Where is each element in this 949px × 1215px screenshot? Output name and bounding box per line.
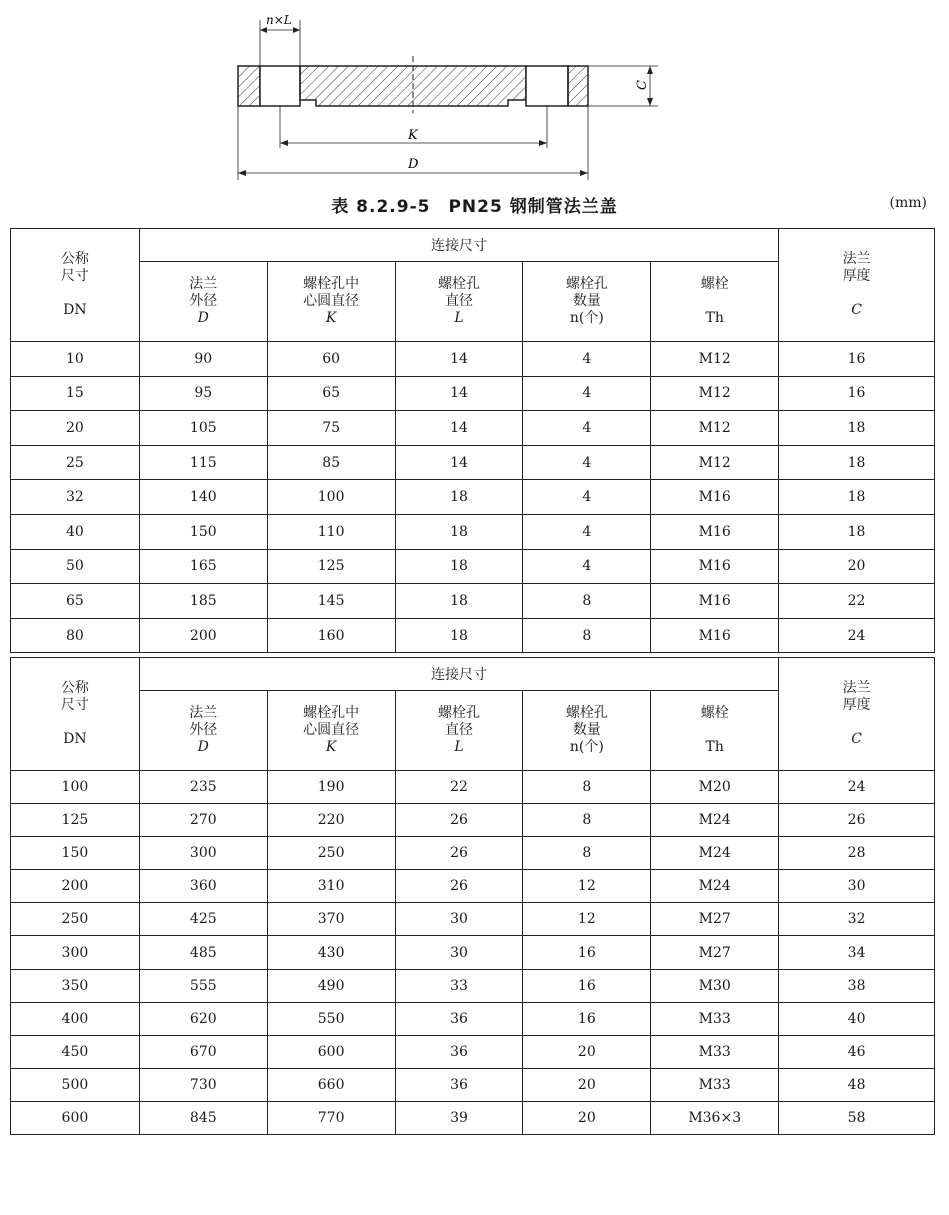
cell-l: 22 [395,771,523,804]
cell-th: M16 [651,584,779,619]
table-row [11,771,935,804]
cell-th: M16 [651,618,779,653]
header-l: 螺栓孔 直径 L [395,262,523,342]
cell-dn: 100 [11,771,140,804]
header-connection: 连接尺寸 [139,658,778,691]
cell-dn: 600 [11,1101,140,1134]
table-row [11,618,935,653]
cell-k: 100 [267,480,395,515]
table-row [11,837,935,870]
cell-l: 18 [395,549,523,584]
table-row [11,1068,935,1101]
header-k: 螺栓孔中 心圆直径 K [267,262,395,342]
table-row [11,445,935,480]
cell-dn: 50 [11,549,140,584]
cell-l: 36 [395,1068,523,1101]
header-dn: 公称 尺寸 DN [11,229,140,342]
cell-th: M33 [651,1068,779,1101]
cell-th: M30 [651,969,779,1002]
cell-th: M24 [651,804,779,837]
table-row [11,1101,935,1134]
cell-n: 8 [523,804,651,837]
table-row [11,411,935,446]
cell-k: 430 [267,936,395,969]
header-k: 螺栓孔中 心圆直径 K [267,691,395,771]
cell-c: 22 [779,584,935,619]
cell-l: 26 [395,870,523,903]
cell-th: M36×3 [651,1101,779,1134]
cell-k: 125 [267,549,395,584]
cell-n: 4 [523,376,651,411]
cell-th: M27 [651,936,779,969]
cell-c: 18 [779,411,935,446]
cell-dn: 500 [11,1068,140,1101]
cell-d: 235 [139,771,267,804]
table-row [11,903,935,936]
cell-l: 36 [395,1035,523,1068]
cell-c: 46 [779,1035,935,1068]
cell-d: 150 [139,514,267,549]
cell-c: 18 [779,480,935,515]
cell-d: 730 [139,1068,267,1101]
cell-n: 8 [523,771,651,804]
cell-k: 145 [267,584,395,619]
cell-k: 490 [267,969,395,1002]
table-row [11,584,935,619]
cell-d: 270 [139,804,267,837]
cell-k: 660 [267,1068,395,1101]
cell-th: M16 [651,514,779,549]
cell-d: 200 [139,618,267,653]
cell-d: 425 [139,903,267,936]
cell-k: 75 [267,411,395,446]
cell-d: 485 [139,936,267,969]
cell-k: 160 [267,618,395,653]
cell-l: 18 [395,584,523,619]
flange-table-2 [10,657,935,1135]
table-row [11,804,935,837]
cell-n: 8 [523,837,651,870]
cell-d: 90 [139,342,267,377]
cell-th: M12 [651,445,779,480]
cell-dn: 10 [11,342,140,377]
cell-n: 16 [523,936,651,969]
cell-k: 600 [267,1035,395,1068]
cell-dn: 40 [11,514,140,549]
table-row [11,480,935,515]
cell-dn: 200 [11,870,140,903]
cell-k: 110 [267,514,395,549]
label-c: C [635,80,650,90]
cell-n: 4 [523,480,651,515]
cell-l: 33 [395,969,523,1002]
cell-c: 26 [779,804,935,837]
header-th: 螺栓 Th [651,262,779,342]
cell-n: 8 [523,584,651,619]
cell-dn: 150 [11,837,140,870]
cell-c: 18 [779,445,935,480]
cell-l: 18 [395,514,523,549]
cell-d: 165 [139,549,267,584]
flange-right-section [568,66,588,106]
cell-c: 38 [779,969,935,1002]
table-row [11,342,935,377]
cell-n: 16 [523,969,651,1002]
cell-th: M16 [651,480,779,515]
header-d: 法兰 外径 D [139,262,267,342]
cell-l: 18 [395,618,523,653]
cell-dn: 80 [11,618,140,653]
cell-d: 185 [139,584,267,619]
cell-c: 18 [779,514,935,549]
cell-k: 60 [267,342,395,377]
table-row [11,1002,935,1035]
cell-th: M24 [651,837,779,870]
cell-n: 16 [523,1002,651,1035]
cell-c: 48 [779,1068,935,1101]
cell-d: 95 [139,376,267,411]
cell-c: 32 [779,903,935,936]
bolt-hole-left [260,66,300,106]
cell-dn: 65 [11,584,140,619]
bolt-hole-right [526,66,568,106]
cell-k: 310 [267,870,395,903]
cell-n: 20 [523,1035,651,1068]
cell-l: 14 [395,445,523,480]
cell-d: 620 [139,1002,267,1035]
cell-n: 12 [523,903,651,936]
cell-c: 24 [779,618,935,653]
table-title: 表 8.2.9-5 PN25 钢制管法兰盖 [331,197,618,217]
cell-l: 39 [395,1101,523,1134]
cell-d: 105 [139,411,267,446]
cell-k: 220 [267,804,395,837]
header-c: 法兰 厚度 C [779,658,935,771]
cell-c: 24 [779,771,935,804]
cell-n: 8 [523,618,651,653]
cell-c: 20 [779,549,935,584]
cell-d: 300 [139,837,267,870]
flange-drawing [228,8,668,188]
header-th: 螺栓 Th [651,691,779,771]
cell-dn: 15 [11,376,140,411]
cell-dn: 125 [11,804,140,837]
cell-k: 770 [267,1101,395,1134]
cell-n: 4 [523,514,651,549]
cell-n: 20 [523,1101,651,1134]
label-d: D [408,157,419,172]
header-d: 法兰 外径 D [139,691,267,771]
cell-dn: 350 [11,969,140,1002]
cell-l: 30 [395,903,523,936]
flange-table-1 [10,228,935,653]
header-c: 法兰 厚度 C [779,229,935,342]
cell-th: M12 [651,376,779,411]
cell-c: 30 [779,870,935,903]
cell-n: 4 [523,549,651,584]
unit-label: (mm) [889,195,927,211]
label-nxl: n×L [266,13,292,27]
page-bottom-blank [0,1140,949,1215]
cell-c: 58 [779,1101,935,1134]
cell-n: 4 [523,445,651,480]
cell-c: 28 [779,837,935,870]
table-row [11,969,935,1002]
cell-k: 85 [267,445,395,480]
cell-l: 14 [395,411,523,446]
header-n: 螺栓孔 数量 n(个) [523,262,651,342]
cell-dn: 32 [11,480,140,515]
cell-th: M33 [651,1035,779,1068]
table-row [11,870,935,903]
table-row [11,549,935,584]
cell-th: M12 [651,411,779,446]
cell-l: 14 [395,342,523,377]
header-dn: 公称 尺寸 DN [11,658,140,771]
cell-th: M27 [651,903,779,936]
cell-d: 670 [139,1035,267,1068]
cell-d: 140 [139,480,267,515]
table-row [11,1035,935,1068]
cell-n: 20 [523,1068,651,1101]
header-connection: 连接尺寸 [139,229,778,262]
cell-c: 34 [779,936,935,969]
flange-left-section [238,66,260,106]
cell-th: M33 [651,1002,779,1035]
cell-k: 190 [267,771,395,804]
cell-th: M16 [651,549,779,584]
table-row [11,376,935,411]
cell-dn: 25 [11,445,140,480]
cell-l: 14 [395,376,523,411]
cell-th: M12 [651,342,779,377]
cell-c: 40 [779,1002,935,1035]
cell-d: 360 [139,870,267,903]
cell-d: 555 [139,969,267,1002]
cell-dn: 300 [11,936,140,969]
cell-k: 370 [267,903,395,936]
cell-dn: 250 [11,903,140,936]
cell-dn: 450 [11,1035,140,1068]
cell-l: 18 [395,480,523,515]
cell-n: 4 [523,342,651,377]
cell-d: 845 [139,1101,267,1134]
cell-k: 65 [267,376,395,411]
cell-l: 26 [395,837,523,870]
table-row [11,936,935,969]
table-row [11,514,935,549]
cell-n: 4 [523,411,651,446]
cell-dn: 20 [11,411,140,446]
cell-th: M24 [651,870,779,903]
cell-n: 12 [523,870,651,903]
cell-c: 16 [779,376,935,411]
cell-l: 30 [395,936,523,969]
cell-d: 115 [139,445,267,480]
cell-dn: 400 [11,1002,140,1035]
header-l: 螺栓孔 直径 L [395,691,523,771]
cell-k: 550 [267,1002,395,1035]
header-n: 螺栓孔 数量 n(个) [523,691,651,771]
cell-l: 26 [395,804,523,837]
cell-k: 250 [267,837,395,870]
cell-th: M20 [651,771,779,804]
label-k: K [408,128,418,143]
cell-l: 36 [395,1002,523,1035]
cell-c: 16 [779,342,935,377]
